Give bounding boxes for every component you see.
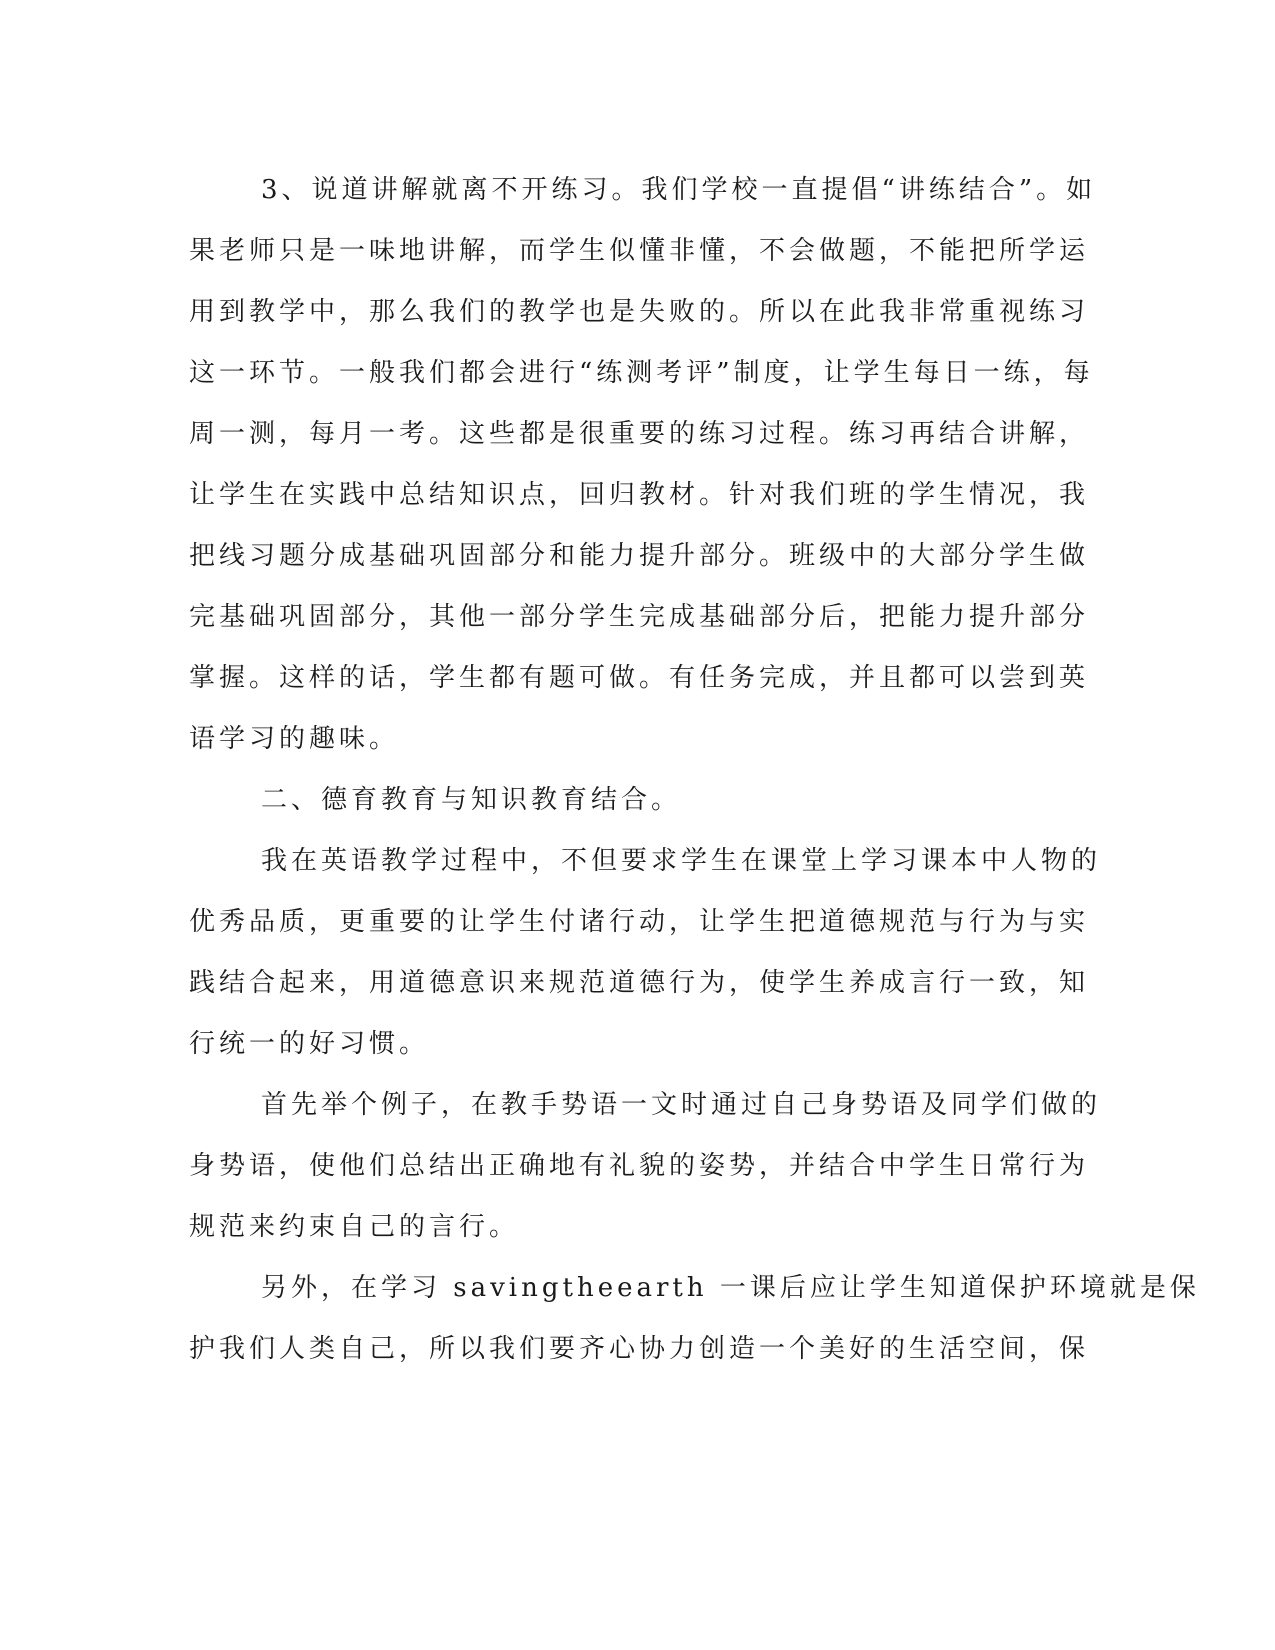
paragraph-line: 把线习题分成基础巩固部分和能力提升部分。班级中的大部分学生做: [189, 541, 1090, 571]
paragraph-line: 语学习的趣味。: [189, 724, 400, 754]
document-body: [189, 160, 1200, 1380]
paragraph-line: 3、说道讲解就离不开练习。我们学校一直提倡“讲练结合”。如: [261, 175, 1097, 205]
paragraph-line: 果老师只是一味地讲解，而学生似懂非懂，不会做题，不能把所学运: [189, 236, 1090, 266]
paragraph-line: 另外，在学习 savingtheearth 一课后应让学生知道保护环境就是保: [261, 1273, 1200, 1303]
paragraph-line: 完基础巩固部分，其他一部分学生完成基础部分后，把能力提升部分: [189, 602, 1090, 632]
paragraph-line: 周一测，每月一考。这些都是很重要的练习过程。练习再结合讲解，: [189, 419, 1090, 449]
paragraph-line: 践结合起来，用道德意识来规范道德行为，使学生养成言行一致，知: [189, 968, 1090, 998]
paragraph-line: 用到教学中，那么我们的教学也是失败的。所以在此我非常重视练习: [189, 297, 1090, 327]
paragraph-line: 让学生在实践中总结知识点，回归教材。针对我们班的学生情况，我: [189, 480, 1090, 510]
paragraph-line: 身势语，使他们总结出正确地有礼貌的姿势，并结合中学生日常行为: [189, 1151, 1090, 1181]
paragraph-line: 这一环节。一般我们都会进行“练测考评”制度，让学生每日一练，每: [189, 358, 1094, 388]
paragraph-line: 行统一的好习惯。: [189, 1029, 430, 1059]
paragraph-line: 掌握。这样的话，学生都有题可做。有任务完成，并且都可以尝到英: [189, 663, 1090, 693]
section-heading: 二、德育教育与知识教育结合。: [261, 785, 682, 815]
paragraph-line: 我在英语教学过程中，不但要求学生在课堂上学习课本中人物的: [261, 846, 1102, 876]
paragraph-line: 首先举个例子，在教手势语一文时通过自己身势语及同学们做的: [261, 1090, 1102, 1120]
paragraph-line: 护我们人类自己，所以我们要齐心协力创造一个美好的生活空间，保: [189, 1334, 1090, 1364]
paragraph-line: 优秀品质，更重要的让学生付诸行动，让学生把道德规范与行为与实: [189, 907, 1090, 937]
paragraph-line: 规范来约束自己的言行。: [189, 1212, 520, 1242]
